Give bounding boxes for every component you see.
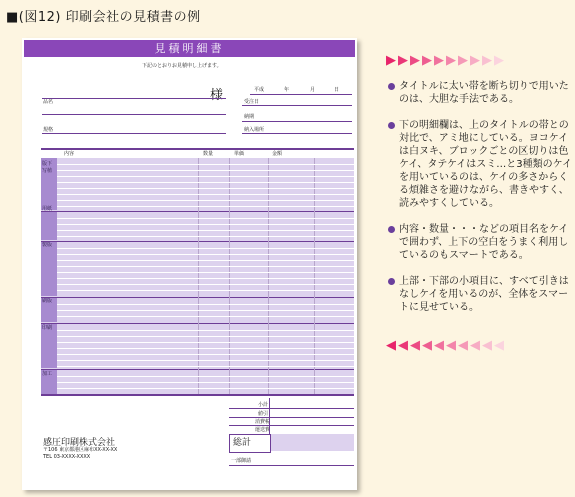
table-row-line <box>57 304 354 305</box>
category-label-printing: 印刷 <box>42 325 53 331</box>
table-row-line <box>57 164 354 165</box>
table-row-line <box>57 366 354 367</box>
column-header-unit-price: 単価 <box>234 151 245 157</box>
table-row-line <box>57 316 354 317</box>
right-arrow-row <box>386 53 506 68</box>
column-header-amount: 金額 <box>272 151 283 157</box>
bullet-icon <box>388 83 395 90</box>
table-row-line <box>57 342 354 343</box>
customer-underline <box>42 98 226 99</box>
spec-underline <box>42 133 226 134</box>
table-row-line <box>57 388 354 389</box>
deadline-label: 納期 <box>244 114 255 120</box>
table-row-line <box>57 254 354 255</box>
bullet-icon <box>388 226 395 233</box>
bullet-icon <box>388 278 395 285</box>
column-header-quantity: 数量 <box>203 151 214 157</box>
table-row-line <box>57 218 354 219</box>
date-month-label: 月 <box>310 87 316 93</box>
note-item <box>388 223 573 262</box>
triangle-left-icon: ◀ <box>398 338 410 353</box>
triangle-right-icon: ▶ <box>422 53 434 68</box>
table-row-line <box>57 266 354 267</box>
table-row-line <box>57 200 354 201</box>
date-era-label: 平成 <box>254 87 265 93</box>
triangle-right-icon: ▶ <box>470 53 482 68</box>
triangle-right-icon: ▶ <box>494 53 506 68</box>
table-top-rule <box>41 148 354 150</box>
table-row-line <box>57 272 354 273</box>
triangle-left-icon: ◀ <box>410 338 422 353</box>
item-name-label: 品名 <box>43 99 54 105</box>
triangle-right-icon: ▶ <box>446 53 458 68</box>
table-row-line <box>57 336 354 337</box>
deadline-underline <box>242 121 352 122</box>
table-row-line <box>57 182 354 183</box>
note-text: 内容・数量・・・などの項目名をケイで囲わず、上下の空白をうまく利用しているのもスマートである。 <box>399 224 569 261</box>
triangle-left-icon: ◀ <box>446 338 458 353</box>
discount-label: 値引 <box>258 411 269 417</box>
triangle-right-icon: ▶ <box>398 53 410 68</box>
subtotal-label: 小計 <box>258 402 269 408</box>
honorific-text: 様 <box>210 88 224 103</box>
shipping-label: 運送費 <box>255 427 271 433</box>
table-row-line <box>57 176 354 177</box>
triangle-right-icon: ▶ <box>458 53 470 68</box>
triangle-left-icon: ◀ <box>422 338 434 353</box>
table-row-line <box>57 382 354 383</box>
footer-underline <box>229 465 354 466</box>
table-row-line <box>57 206 354 207</box>
table-row-line <box>57 348 354 349</box>
table-row-line <box>57 310 354 311</box>
note-text: 下の明細欄は、上のタイトルの帯との対比で、アミ地にしている。ヨコケイは白ヌキ、ブロックごとの区切りは色ケイ、タテケイはスミ…と3種類のケイを用いているのは、ケイの多さからくる煩雑さを避けながら、書きやすく、読みやすくしている。 <box>399 120 572 209</box>
tax-underline <box>229 425 354 426</box>
note-item <box>388 80 573 106</box>
summary-divider <box>269 398 270 434</box>
table-row-line <box>57 230 354 231</box>
table-row-line <box>57 260 354 261</box>
triangle-right-icon: ▶ <box>482 53 494 68</box>
item-name-underline <box>42 114 226 115</box>
explanation-notes <box>388 80 573 327</box>
total-amount-box <box>271 434 354 451</box>
total-label: 総計 <box>229 434 271 453</box>
note-item <box>388 275 573 314</box>
greeting-text: 下記のとおりお見積申し上げます。 <box>142 63 222 69</box>
subtotal-underline <box>229 408 354 409</box>
triangle-left-icon: ◀ <box>470 338 482 353</box>
bullet-icon <box>388 122 395 129</box>
column-header-content: 内容 <box>64 151 75 157</box>
category-label-shashoku: 写植 <box>42 168 53 174</box>
company-phone: TEL 03-XXXX-XXXX <box>43 454 91 460</box>
table-row-line <box>57 284 354 285</box>
company-address: 〒106 東京都港区麻布XX-XX-XX <box>43 447 118 453</box>
category-block-2 <box>41 212 57 240</box>
table-row-line <box>57 194 354 195</box>
triangle-left-icon: ◀ <box>482 338 494 353</box>
category-block-3 <box>41 242 57 296</box>
date-year-label: 年 <box>284 87 290 93</box>
delivery-date-label: 受注日 <box>244 99 260 105</box>
estimate-form <box>22 38 357 490</box>
date-underline <box>250 94 352 95</box>
delivery-place-underline <box>242 133 352 134</box>
note-text: 上部・下部の小項目に、すべて引きはなしケイを用いるのが、全体をスマートに見せている。 <box>399 276 569 313</box>
table-row-line <box>57 360 354 361</box>
table-row-line <box>57 290 354 291</box>
delivery-date-underline <box>242 105 352 106</box>
date-day-label: 日 <box>334 87 340 93</box>
discount-underline <box>229 417 354 418</box>
note-text: タイトルに太い帯を断ち切りで用いたのは、大胆な手法である。 <box>399 81 569 105</box>
figure-title: ■(図12) 印刷会社の見積書の例 <box>6 10 201 25</box>
spec-label: 規格 <box>43 127 54 133</box>
table-row-line <box>57 236 354 237</box>
triangle-left-icon: ◀ <box>386 338 398 353</box>
triangle-left-icon: ◀ <box>458 338 470 353</box>
table-row-line <box>57 354 354 355</box>
table-row-line <box>57 248 354 249</box>
table-row-line <box>57 330 354 331</box>
category-label-processing: 加工 <box>42 371 53 377</box>
category-label-platemaking: 製版 <box>42 242 53 248</box>
category-label-hanshita: 版下 <box>42 161 53 167</box>
delivery-place-label: 納入場所 <box>244 127 265 133</box>
table-row-line <box>57 278 354 279</box>
footer-label: 一部御請 <box>231 458 252 464</box>
note-item <box>388 119 573 210</box>
category-label-paper: 用紙 <box>42 206 53 212</box>
triangle-left-icon: ◀ <box>434 338 446 353</box>
triangle-right-icon: ▶ <box>410 53 422 68</box>
table-row-line <box>57 224 354 225</box>
table-bottom-rule <box>41 394 354 396</box>
company-name: 感圧印刷株式会社 <box>43 438 116 448</box>
table-row-line <box>57 376 354 377</box>
table-row-line <box>57 188 354 189</box>
left-arrow-row <box>386 338 506 353</box>
consumption-tax-label: 消費税 <box>255 419 271 425</box>
category-label-printing-plate: 刷版 <box>42 298 53 304</box>
triangle-right-icon: ▶ <box>434 53 446 68</box>
form-header-band: 見積明細書 <box>24 40 355 57</box>
triangle-right-icon: ▶ <box>386 53 398 68</box>
table-row-line <box>57 170 354 171</box>
triangle-left-icon: ◀ <box>494 338 506 353</box>
